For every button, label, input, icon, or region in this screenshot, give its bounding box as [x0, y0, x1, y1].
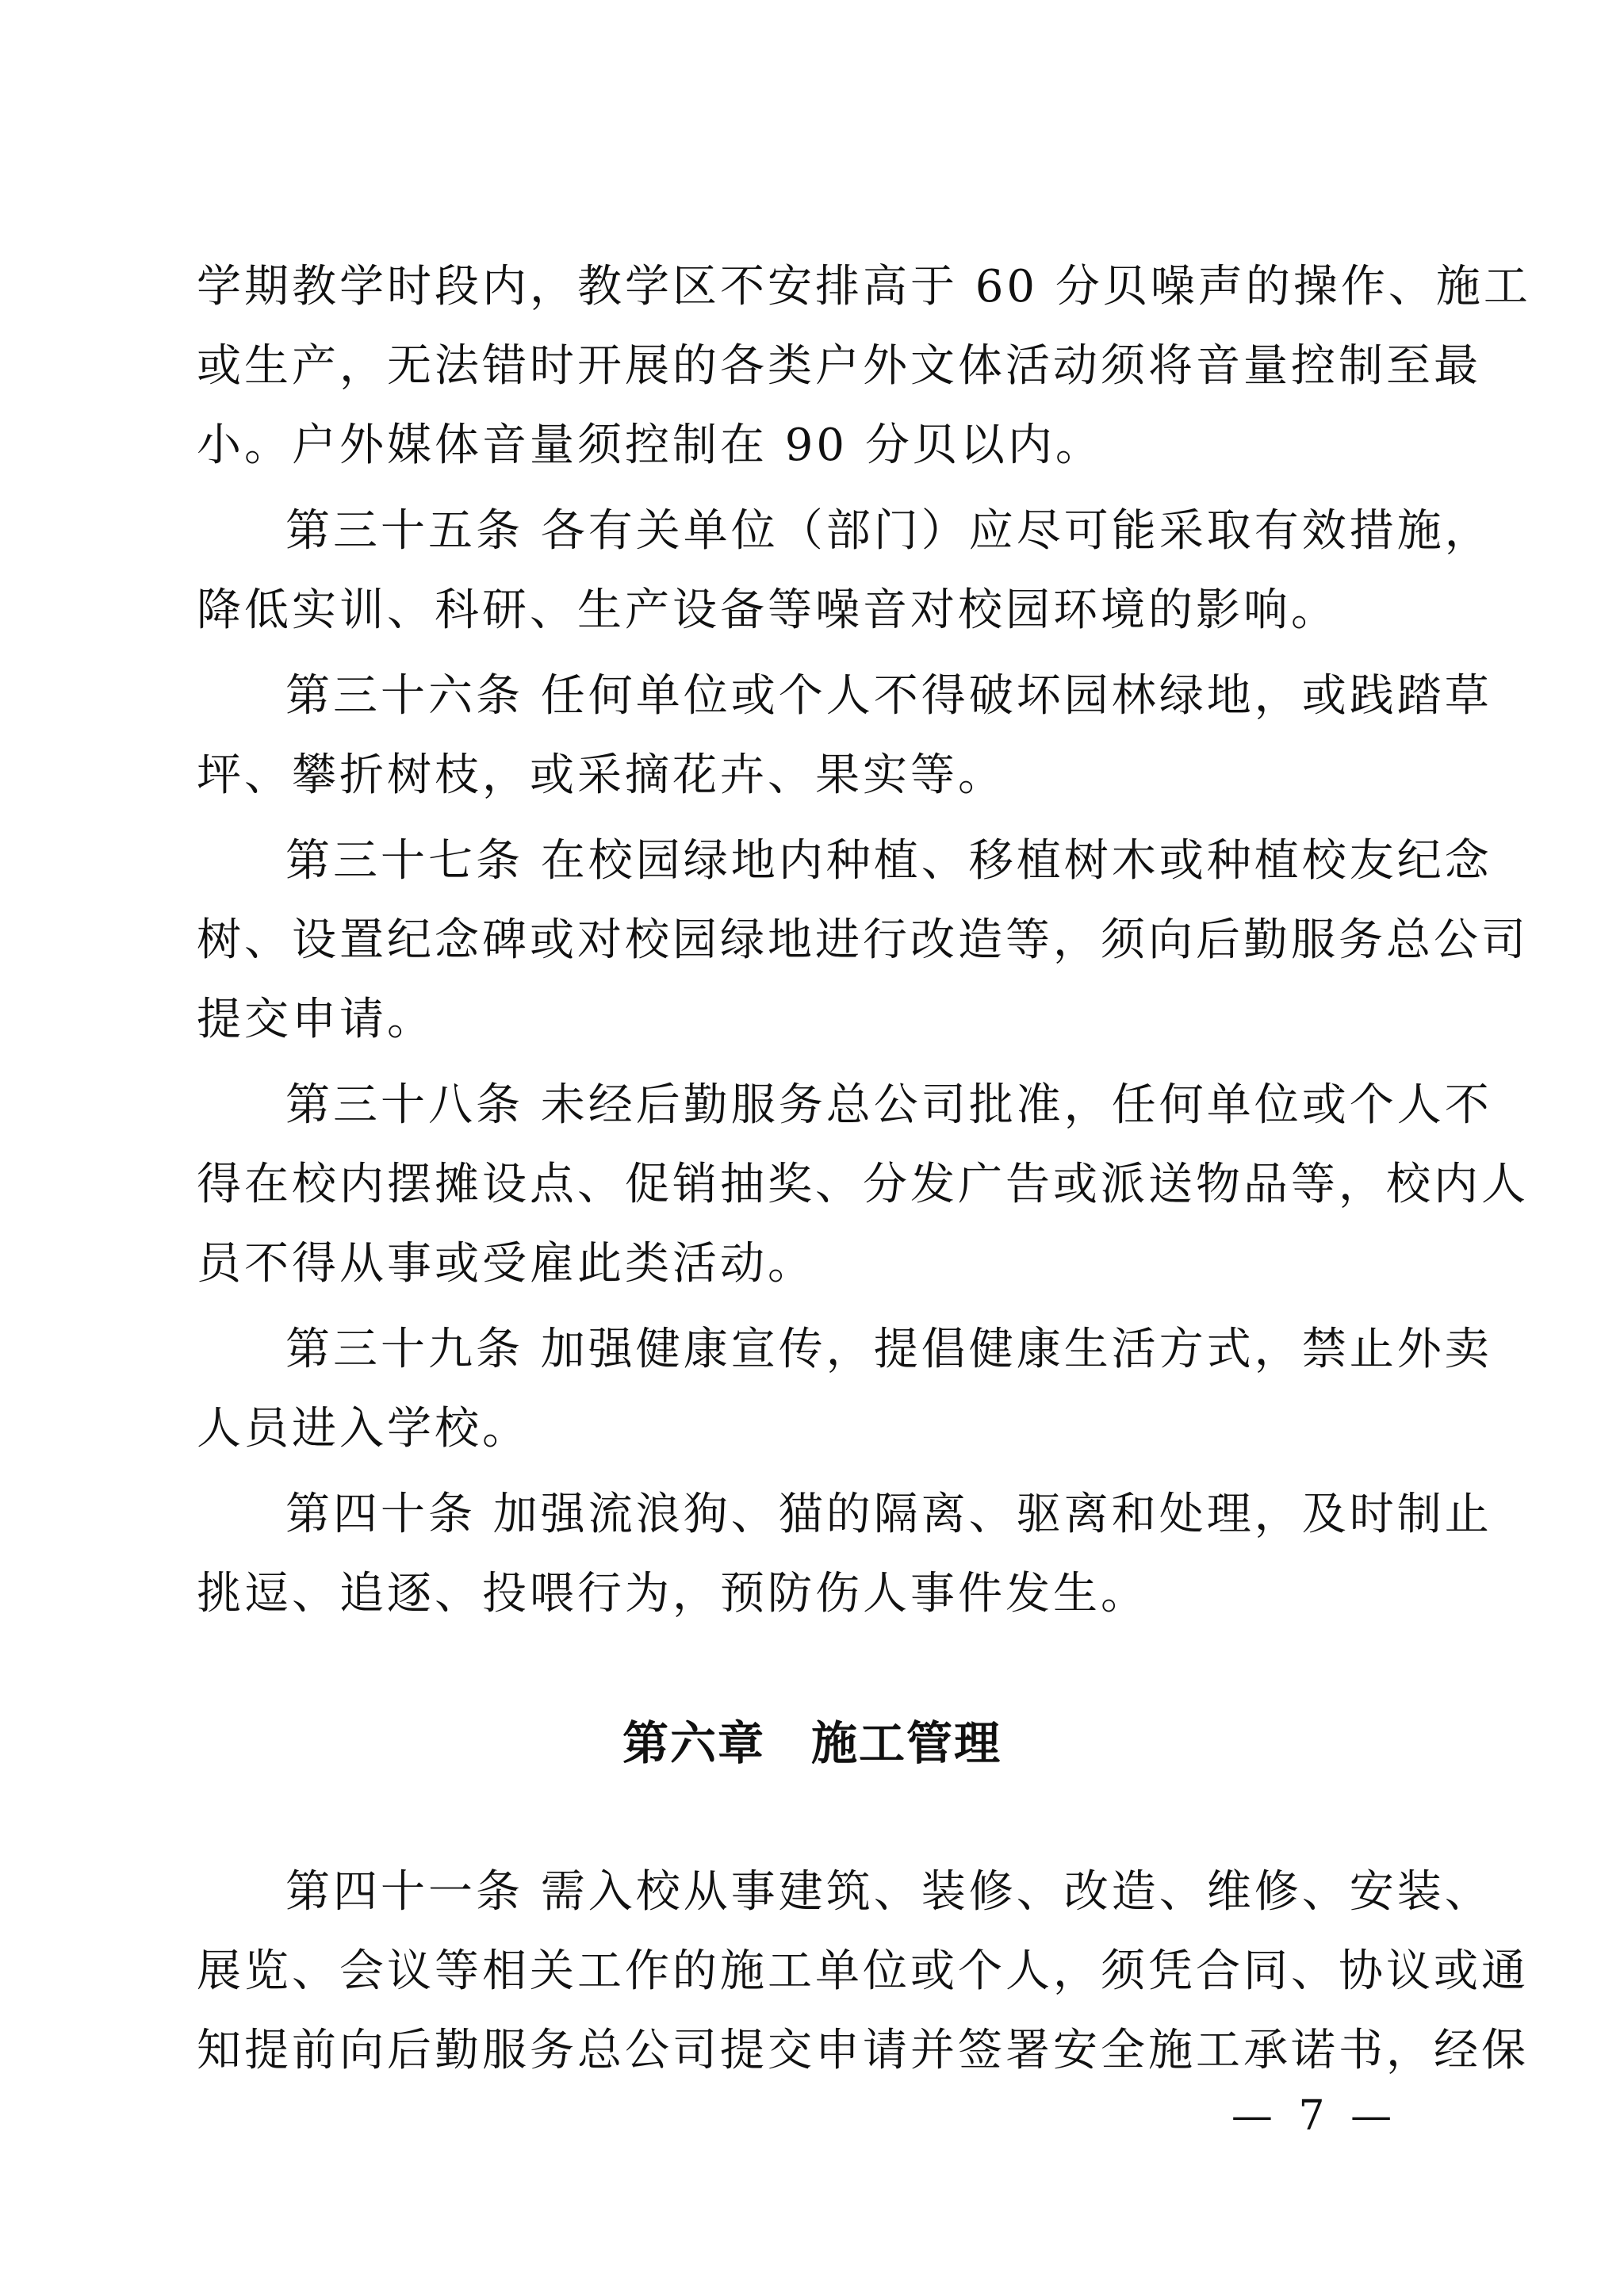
text-line: 得在校内摆摊设点、促销抽奖、分发广告或派送物品等，校内人	[197, 1159, 1529, 1210]
page-number: — 7 —	[1231, 2092, 1399, 2140]
article-37-line: 第三十七条 在校园绿地内种植、移植树木或种植校友纪念	[285, 835, 1492, 887]
text-line: 提交申请。	[197, 994, 435, 1045]
text-line: 树、设置纪念碑或对校园绿地进行改造等，须向后勤服务总公司	[197, 914, 1529, 966]
chapter-title: 施工管理	[811, 1716, 1002, 1770]
text-line: 人员进入学校。	[197, 1403, 530, 1455]
text-line: 小。户外媒体音量须控制在 90 分贝以内。	[197, 420, 1103, 471]
article-40-line: 第四十条 加强流浪狗、猫的隔离、驱离和处理，及时制止	[285, 1489, 1492, 1540]
article-36-line: 第三十六条 任何单位或个人不得破坏园林绿地，或践踏草	[285, 670, 1492, 722]
text-line: 学期教学时段内，教学区不安排高于 60 分贝噪声的操作、施工	[197, 261, 1531, 312]
article-41-line: 第四十一条 需入校从事建筑、装修、改造、维修、安装、	[285, 1866, 1492, 1918]
article-35-line: 第三十五条 各有关单位（部门）应尽可能采取有效措施，	[285, 505, 1492, 557]
article-38-line: 第三十八条 未经后勤服务总公司批准，任何单位或个人不	[285, 1079, 1492, 1131]
text-line: 展览、会议等相关工作的施工单位或个人，须凭合同、协议或通	[197, 1945, 1529, 1997]
chapter-heading	[0, 1704, 1624, 1783]
article-39-line: 第三十九条 加强健康宣传，提倡健康生活方式，禁止外卖	[285, 1324, 1492, 1375]
text-line: 降低实训、科研、生产设备等噪音对校园环境的影响。	[197, 585, 1339, 636]
text-line: 或生产，无法错时开展的各类户外文体活动须将音量控制至最	[197, 340, 1481, 392]
text-line: 坪、攀折树枝，或采摘花卉、果实等。	[197, 749, 1005, 801]
chapter-number: 第六章	[622, 1716, 765, 1770]
text-line: 挑逗、追逐、投喂行为，预防伤人事件发生。	[197, 1568, 1148, 1619]
text-line: 知提前向后勤服务总公司提交申请并签署安全施工承诺书，经保	[197, 2025, 1529, 2076]
text-line: 员不得从事或受雇此类活动。	[197, 1238, 815, 1290]
